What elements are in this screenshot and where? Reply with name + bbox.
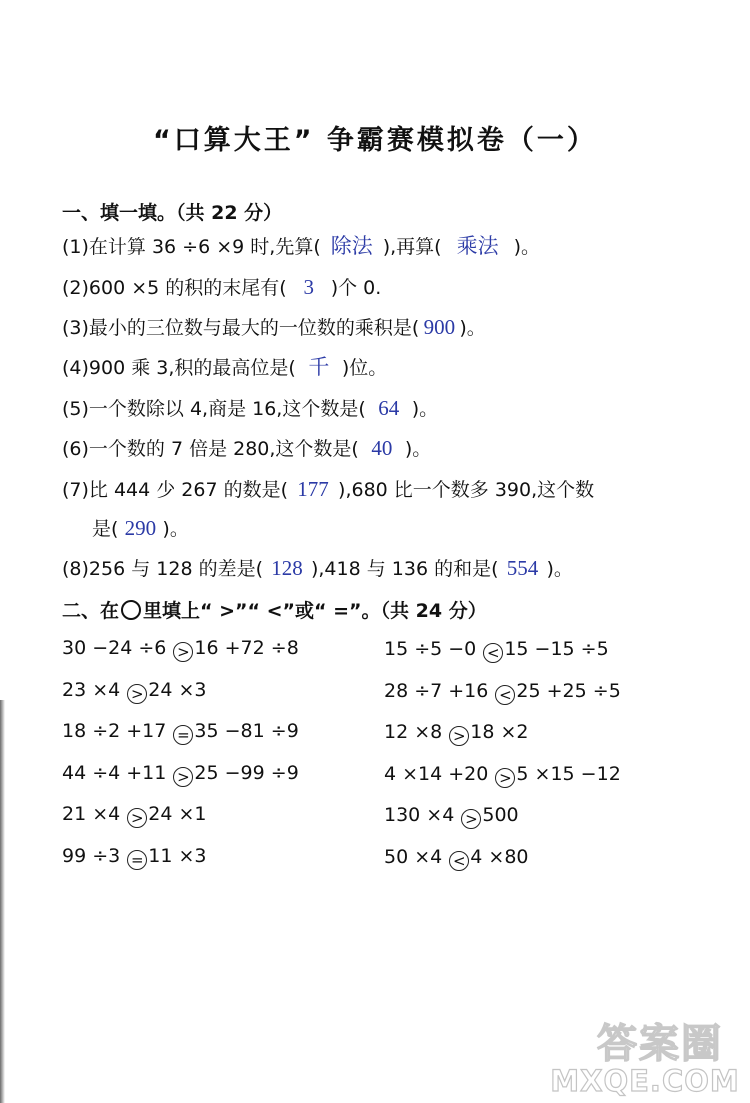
q-text: 最小的三位数与最大的一位数的乘积是( bbox=[88, 317, 420, 339]
answer-circle: = bbox=[127, 850, 147, 870]
q-text: ),418 与 136 的和是( bbox=[310, 558, 499, 580]
expr-rhs: 5 ×15 −12 bbox=[516, 763, 621, 785]
answer-handwritten: 除法 bbox=[330, 234, 373, 258]
q-number: (6) bbox=[62, 438, 89, 460]
expr-rhs: 24 ×1 bbox=[148, 803, 207, 825]
q-text: )个 0. bbox=[330, 277, 382, 299]
compare-left-5 bbox=[62, 801, 207, 828]
watermark bbox=[540, 1012, 750, 1102]
q-number: (5) bbox=[62, 398, 89, 420]
expr-lhs: 23 ×4 bbox=[62, 679, 121, 701]
answer-circle: > bbox=[173, 767, 193, 787]
expr-rhs: 24 ×3 bbox=[148, 679, 207, 701]
question-6 bbox=[62, 435, 431, 462]
q-number: (4) bbox=[62, 357, 89, 379]
expr-lhs: 30 −24 ÷6 bbox=[62, 637, 167, 659]
heading-text: 里填上“ >”“ <”或“ =”。（共 24 分） bbox=[143, 600, 487, 622]
q-text: )。 bbox=[513, 236, 541, 258]
question-4 bbox=[62, 354, 387, 381]
answer-handwritten: 177 bbox=[297, 477, 329, 501]
expr-rhs: 500 bbox=[482, 804, 519, 826]
answer-handwritten: 290 bbox=[124, 516, 157, 540]
expr-lhs: 12 ×8 bbox=[384, 721, 443, 743]
heading-text: 二、在 bbox=[62, 600, 120, 622]
q-text: 在计算 36 ÷6 ×9 时,先算( bbox=[88, 236, 321, 258]
answer-circle: > bbox=[461, 809, 481, 829]
answer-circle: > bbox=[127, 808, 147, 828]
section2-heading bbox=[62, 596, 487, 623]
expr-rhs: 4 ×80 bbox=[470, 846, 529, 868]
answer-circle: > bbox=[449, 726, 469, 746]
q-text: 比 444 少 267 的数是( bbox=[88, 479, 289, 501]
q-text: 256 与 128 的差是( bbox=[88, 558, 263, 580]
expr-rhs: 15 −15 ÷5 bbox=[504, 638, 609, 660]
answer-circle: < bbox=[495, 685, 515, 705]
question-2 bbox=[62, 274, 381, 301]
answer-circle: = bbox=[173, 725, 193, 745]
question-7-continued bbox=[92, 515, 189, 542]
q-text: 一个数的 7 倍是 280,这个数是( bbox=[88, 438, 359, 460]
q-number: (7) bbox=[62, 479, 89, 501]
circle-icon bbox=[121, 600, 141, 620]
expr-rhs: 16 +72 ÷8 bbox=[194, 637, 299, 659]
compare-left-4 bbox=[62, 760, 299, 787]
expr-rhs: 25 −99 ÷9 bbox=[194, 762, 299, 784]
q-text: 是( bbox=[92, 518, 119, 540]
compare-right-2 bbox=[384, 678, 621, 705]
expr-rhs: 35 −81 ÷9 bbox=[194, 720, 299, 742]
page-title: “口算大王” 争霸赛模拟卷（一） bbox=[153, 125, 597, 156]
expr-rhs: 25 +25 ÷5 bbox=[516, 680, 621, 702]
compare-right-5 bbox=[384, 802, 519, 829]
q-number: (8) bbox=[62, 558, 89, 580]
expr-lhs: 130 ×4 bbox=[384, 804, 455, 826]
answer-handwritten: 40 bbox=[371, 436, 393, 460]
expr-lhs: 4 ×14 +20 bbox=[384, 763, 489, 785]
question-5 bbox=[62, 395, 438, 422]
answer-circle: > bbox=[173, 642, 193, 662]
answer-circle: > bbox=[495, 768, 515, 788]
scan-edge-shadow bbox=[0, 700, 5, 1103]
answer-circle: > bbox=[127, 684, 147, 704]
question-1 bbox=[62, 233, 540, 260]
q-text: )。 bbox=[411, 398, 439, 420]
answer-handwritten: 千 bbox=[308, 355, 330, 379]
compare-right-1 bbox=[384, 636, 609, 663]
expr-lhs: 28 ÷7 +16 bbox=[384, 680, 489, 702]
question-8 bbox=[62, 555, 573, 582]
answer-handwritten: 128 bbox=[271, 556, 303, 580]
answer-handwritten: 554 bbox=[506, 556, 539, 580]
q-number: (1) bbox=[62, 236, 89, 258]
q-text: )。 bbox=[162, 518, 189, 540]
section1-heading: 一、填一填。（共 22 分） bbox=[62, 202, 283, 224]
compare-left-3 bbox=[62, 718, 299, 745]
question-7 bbox=[62, 476, 594, 503]
question-3 bbox=[62, 314, 486, 341]
watermark-url: MXQE.COM bbox=[550, 1064, 740, 1098]
expr-lhs: 21 ×4 bbox=[62, 803, 121, 825]
q-text: )位。 bbox=[341, 357, 388, 379]
compare-right-3 bbox=[384, 719, 529, 746]
answer-circle: < bbox=[483, 643, 503, 663]
q-text: ),680 比一个数多 390,这个数 bbox=[338, 479, 595, 501]
answer-handwritten: 900 bbox=[423, 315, 456, 339]
watermark-logo: 答案圈 bbox=[597, 1021, 723, 1067]
q-text: 一个数除以 4,商是 16,这个数是( bbox=[88, 398, 366, 420]
compare-left-2 bbox=[62, 677, 207, 704]
compare-left-1 bbox=[62, 635, 299, 662]
expr-lhs: 50 ×4 bbox=[384, 846, 443, 868]
answer-circle: < bbox=[449, 851, 469, 871]
q-text: )。 bbox=[404, 438, 432, 460]
expr-lhs: 99 ÷3 bbox=[62, 845, 121, 867]
q-number: (2) bbox=[62, 277, 89, 299]
compare-left-6 bbox=[62, 843, 207, 870]
compare-right-4 bbox=[384, 761, 621, 788]
answer-handwritten: 乘法 bbox=[456, 234, 499, 258]
q-text: 900 乘 3,积的最高位是( bbox=[88, 357, 296, 379]
compare-right-6 bbox=[384, 844, 529, 871]
expr-lhs: 18 ÷2 +17 bbox=[62, 720, 167, 742]
expr-lhs: 44 ÷4 +11 bbox=[62, 762, 167, 784]
answer-handwritten: 3 bbox=[303, 275, 314, 299]
q-text: ),再算( bbox=[382, 236, 442, 258]
expr-rhs: 18 ×2 bbox=[470, 721, 529, 743]
answer-handwritten: 64 bbox=[378, 396, 400, 420]
expr-rhs: 11 ×3 bbox=[148, 845, 207, 867]
q-text: 600 ×5 的积的末尾有( bbox=[88, 277, 287, 299]
q-number: (3) bbox=[62, 317, 89, 339]
expr-lhs: 15 ÷5 −0 bbox=[384, 638, 477, 660]
q-text: )。 bbox=[459, 317, 486, 339]
q-text: )。 bbox=[546, 558, 573, 580]
